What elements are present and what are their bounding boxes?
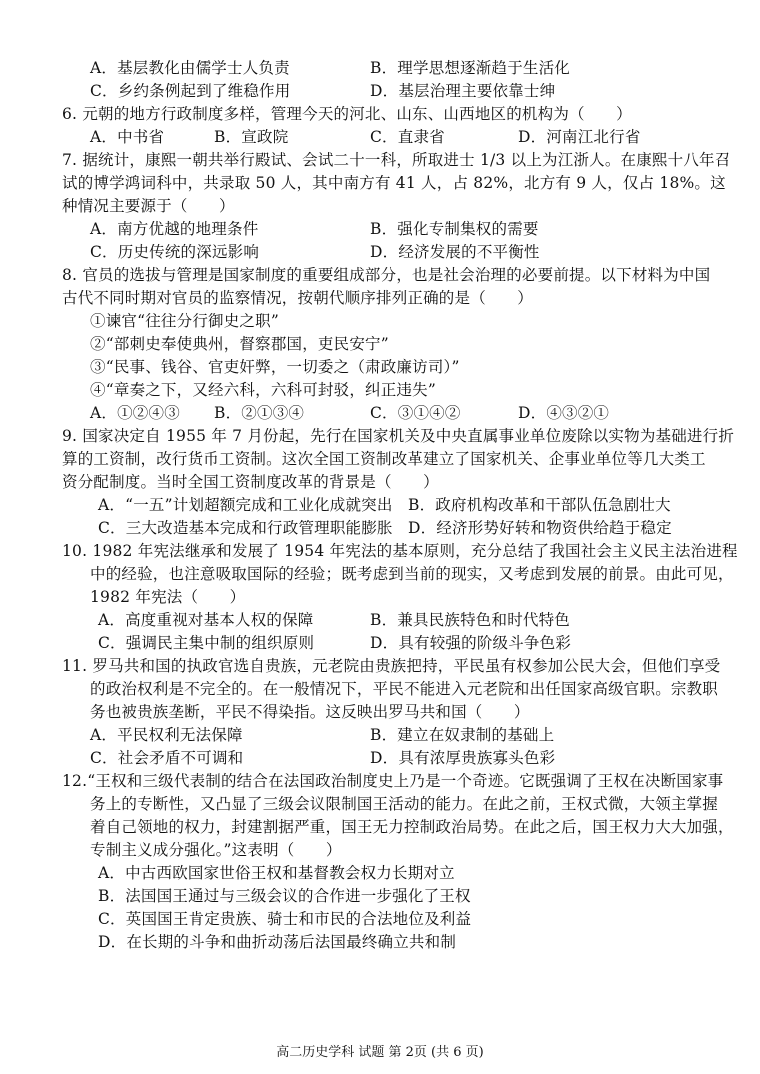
q9-stem-line-1: 9. 国家决定自 1955 年 7 月份起，先行在国家机关及中央直属事业单位废除以实物为基础进行折 <box>62 427 735 445</box>
q6-option-a: A．中书省 <box>90 128 165 146</box>
q12-stem-line-3: 着自己领地的权力，封建割据严重，国王无力控制政治局势。在此之后，国王权力大大加强， <box>90 818 734 836</box>
q11-option-d: D．具有浓厚贵族寡头色彩 <box>370 749 556 767</box>
page-footer: 高二历史学科 试题 第 2页 (共 6 页) <box>276 1045 484 1060</box>
q7-option-b: B．强化专制集权的需要 <box>370 220 539 238</box>
q5-option-b: B．理学思想逐渐趋于生活化 <box>370 59 570 77</box>
q10-option-b: B．兼具民族特色和时代特色 <box>370 611 570 629</box>
q10-option-a: A．高度重视对基本人权的保障 <box>98 611 314 629</box>
q6-option-c: C．直隶省 <box>370 128 445 146</box>
q8-option-a: A．①②④③ <box>90 404 180 422</box>
q12-option-a: A．中古西欧国家世俗王权和基督教会权力长期对立 <box>98 864 455 882</box>
q9-option-c: C．三大改造基本完成和行政管理职能膨胀 <box>98 519 393 537</box>
q11-option-b: B．建立在奴隶制的基础上 <box>370 726 555 744</box>
q8-option-b: B．②①③④ <box>214 404 305 422</box>
q11-stem-line-2: 的政治权利是不完全的。在一般情况下，平民不能进入元老院和出任国家高级官职。宗教职 <box>90 680 719 698</box>
q9-option-a: A．“一五”计划超额完成和工业化成就突出 <box>98 496 393 514</box>
q11-option-c: C．社会矛盾不可调和 <box>90 749 244 767</box>
q7-option-a: A．南方优越的地理条件 <box>90 220 259 238</box>
q10-stem-line-2: 中的经验，也注意吸取国际的经验；既考虑到当前的现实，又考虑到发展的前景。由此可见， <box>90 565 734 583</box>
q7-stem-line-3: 种情况主要源于（ ） <box>62 197 235 215</box>
q10-option-c: C．强调民主集中制的组织原则 <box>98 634 315 652</box>
q5-option-d: D．基层治理主要依靠士绅 <box>370 82 556 100</box>
q8-item-2: ②“部刺史奉使典州，督察郡国，吏民安宁” <box>90 335 389 353</box>
q10-stem-line-1: 10. 1982 年宪法继承和发展了 1954 年宪法的基本原则，充分总结了我国社会主义民主法治进程 <box>62 542 738 560</box>
q7-option-c: C．历史传统的深远影响 <box>90 243 260 261</box>
q12-stem-line-2: 务上的专断性，又凸显了三级会议限制国王活动的能力。在此之前，王权式微，大领主掌握 <box>90 795 719 813</box>
q11-stem-line-1: 11. 罗马共和国的执政官选自贵族，元老院由贵族把持，平民虽有权参加公民大会，但他们享受 <box>62 657 721 675</box>
q10-option-d: D．具有较强的阶级斗争色彩 <box>370 634 572 652</box>
q12-option-c: C．英国国王肯定贵族、骑士和市民的合法地位及利益 <box>98 910 472 928</box>
q5-option-a: A．基层教化由儒学士人负责 <box>90 59 290 77</box>
q8-stem-line-1: 8. 官员的选拔与管理是国家制度的重要组成部分，也是社会治理的必要前提。以下材料为中国 <box>62 266 711 284</box>
q8-item-3: ③“民事、钱谷、官吏奸弊，一切委之（肃政廉访司）” <box>90 358 460 376</box>
q9-stem-line-3: 资分配制度。当时全国工资制度改革的背景是（ ） <box>62 473 439 491</box>
q11-option-a: A．平民权利无法保障 <box>90 726 243 744</box>
q6-option-b: B．宣政院 <box>214 128 289 146</box>
q8-stem-line-2: 古代不同时期对官员的监察情况，按朝代顺序排列正确的是（ ） <box>62 289 534 307</box>
q12-stem-line-1: 12.“王权和三级代表制的结合在法国政治制度史上乃是一个奇迹。它既强调了王权在决断国家事 <box>62 772 724 790</box>
q10-stem-line-3: 1982 年宪法（ ） <box>90 588 246 606</box>
q8-item-1: ①谏官“往往分行御史之职” <box>90 312 279 330</box>
q7-option-d: D．经济发展的不平衡性 <box>370 243 540 261</box>
q12-option-d: D．在长期的斗争和曲折动荡后法国最终确立共和制 <box>98 933 457 951</box>
q9-stem-line-2: 算的工资制，改行货币工资制。这次全国工资制改革建立了国家机关、企事业单位等几大类工 <box>62 450 706 468</box>
q8-item-4: ④“章奏之下，又经六科，六科可封驳，纠正违失” <box>90 381 436 399</box>
q6-option-d: D．河南江北行省 <box>518 128 641 146</box>
q12-option-b: B．法国国王通过与三级会议的合作进一步强化了王权 <box>98 887 471 905</box>
q5-option-c: C．乡约条例起到了维稳作用 <box>90 82 291 100</box>
q6-stem: 6. 元朝的地方行政制度多样，管理今天的河北、山东、山西地区的机构为（ ） <box>62 105 632 123</box>
q9-option-b: B．政府机构改革和干部队伍急剧壮大 <box>408 496 671 514</box>
q11-stem-line-3: 务也被贵族垄断，平民不得染指。这反映出罗马共和国（ ） <box>90 703 530 721</box>
q12-stem-line-4: 专制主义成分强化。”这表明（ ） <box>90 841 342 859</box>
q8-option-c: C．③①④② <box>370 404 461 422</box>
q8-option-d: D．④③②① <box>518 404 610 422</box>
q7-stem-line-1: 7. 据统计，康熙一朝共举行殿试、会试二十一科，所取进士 1/3 以上为江浙人。在康熙十八年召 <box>62 151 731 169</box>
q9-option-d: D．经济形势好转和物资供给趋于稳定 <box>408 519 672 537</box>
q7-stem-line-2: 试的博学鸿词科中，共录取 50 人，其中南方有 41 人，占 82%，北方有 9 人，仅占 18%。这 <box>62 174 726 192</box>
